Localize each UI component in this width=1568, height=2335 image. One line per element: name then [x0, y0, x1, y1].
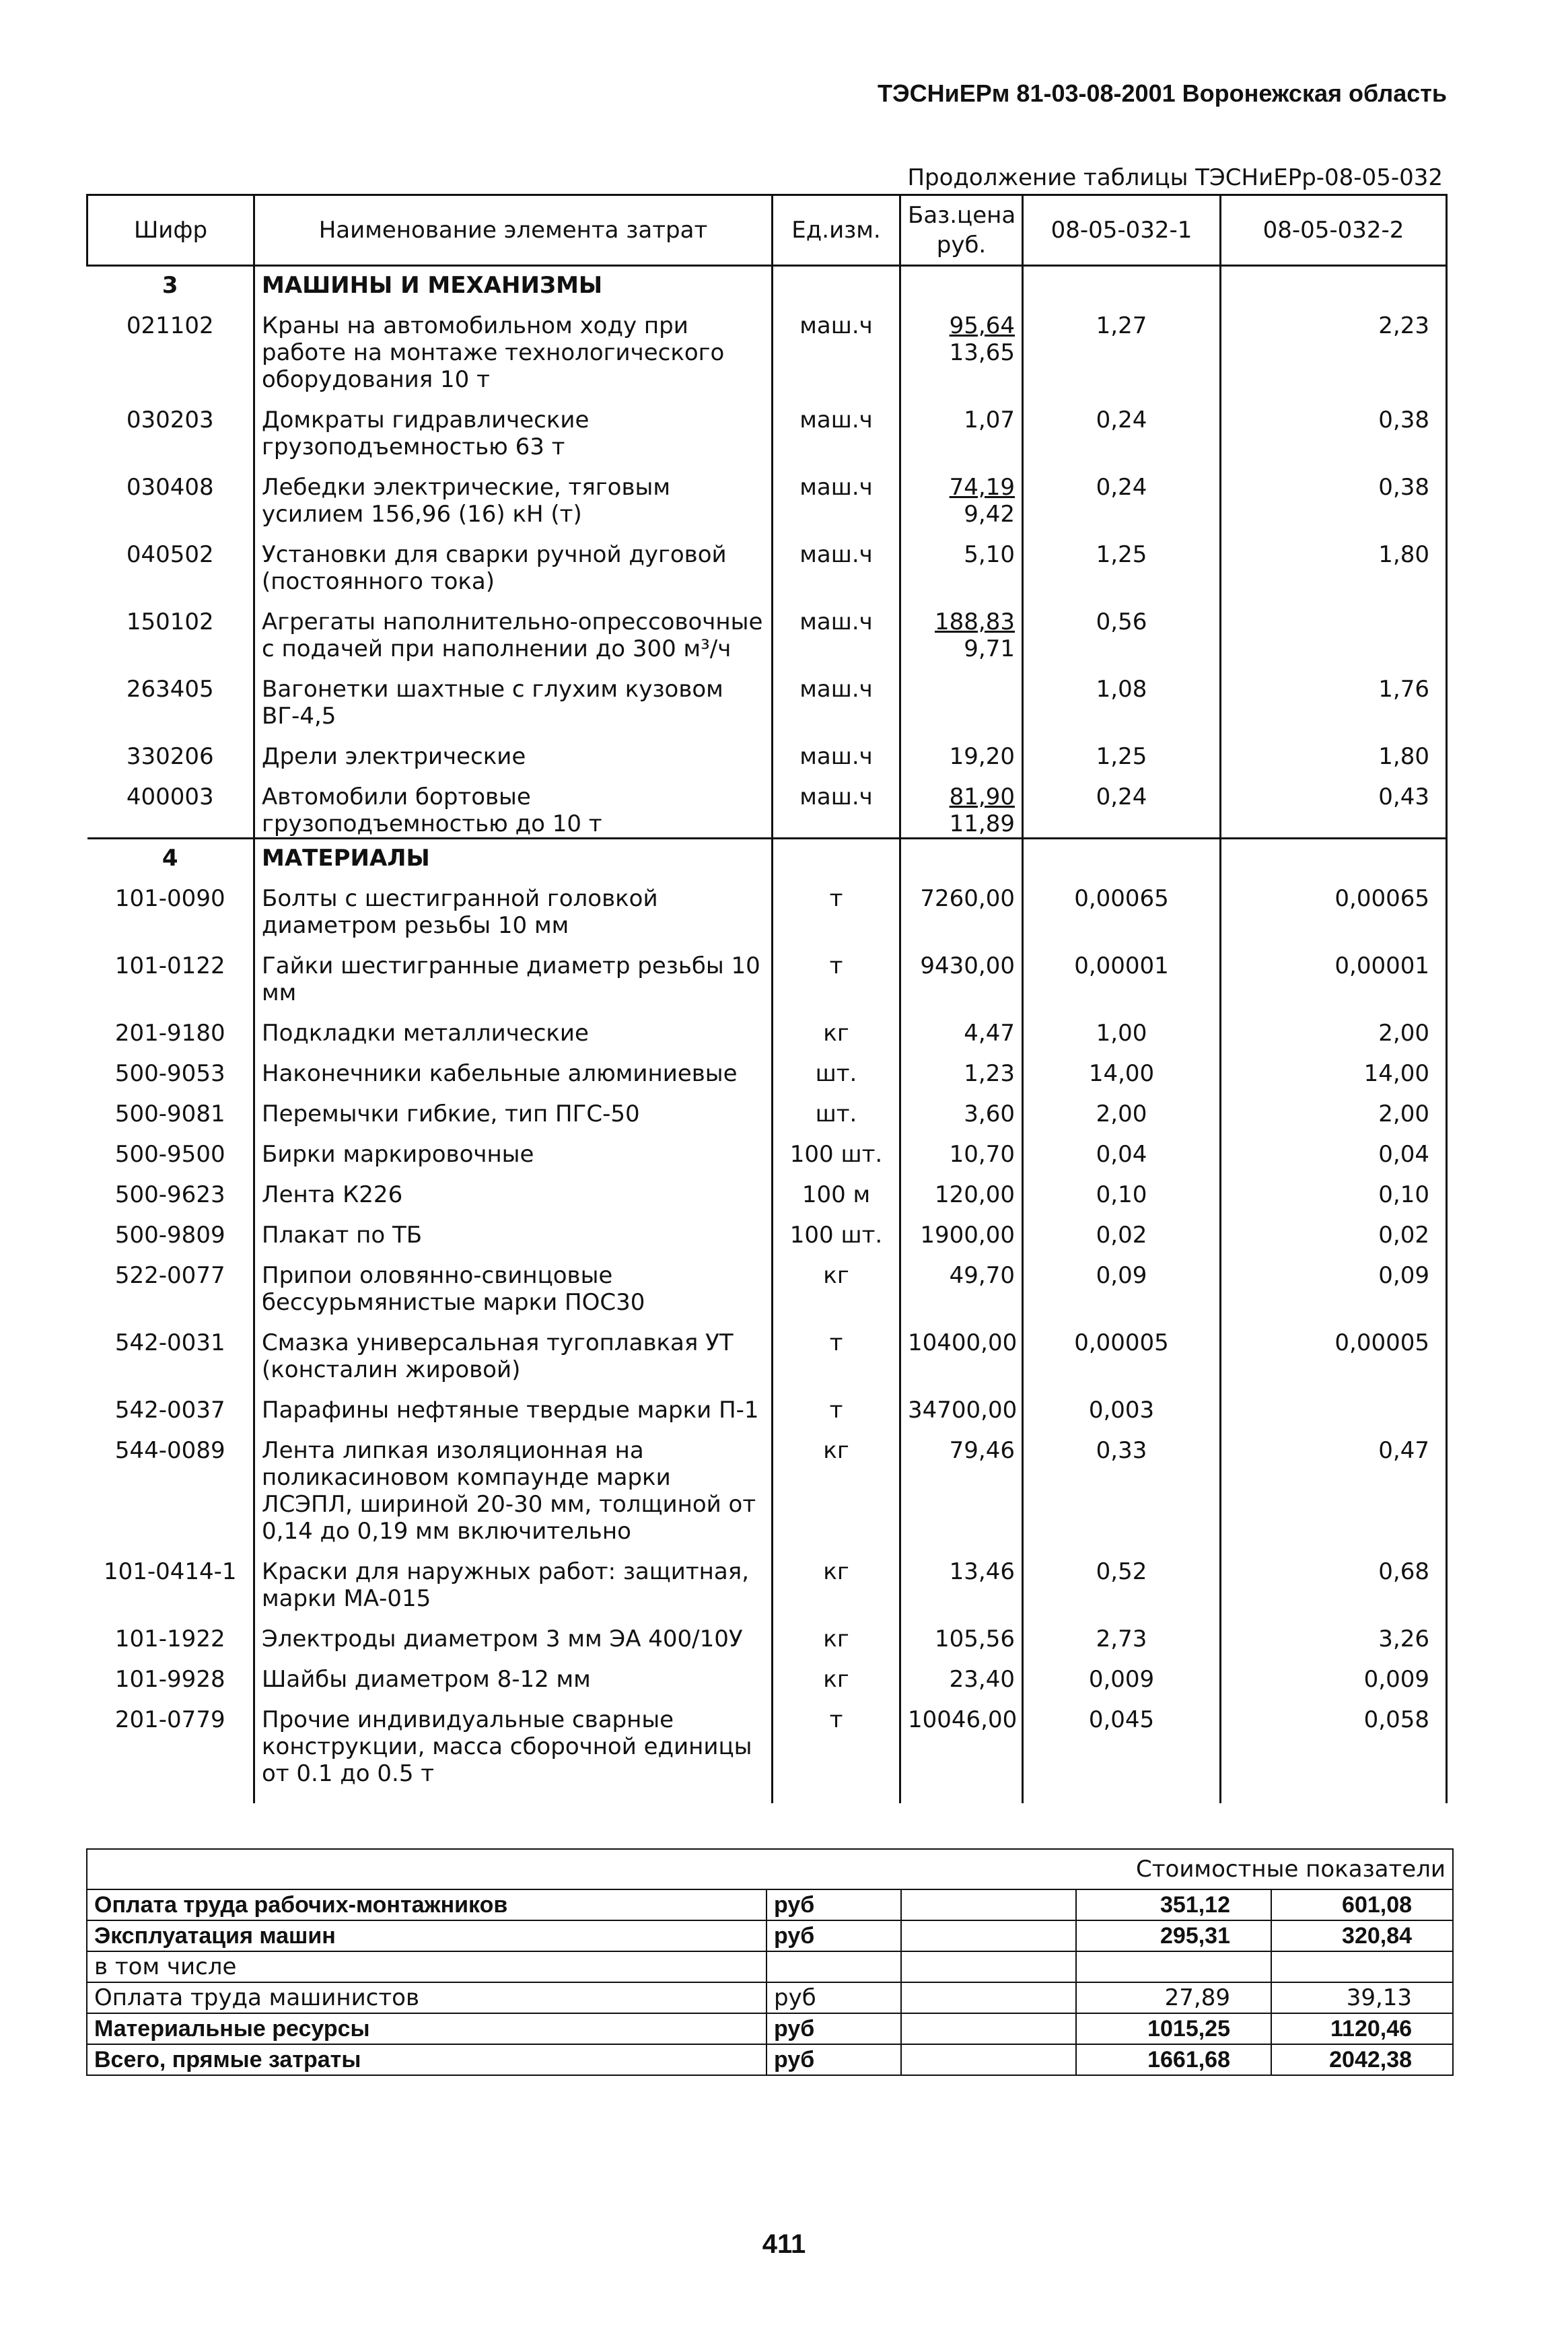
table-row [87, 1612, 1447, 1652]
variant-2-value: 0,02 [1221, 1208, 1447, 1249]
base-price: 1,07 [964, 407, 1015, 433]
summary-variant-2: 2042,38 [1271, 2044, 1453, 2075]
variant-2-value: 0,00005 [1221, 1316, 1447, 1383]
resource-unit: кг [773, 1652, 900, 1693]
base-price-cell [900, 1249, 1023, 1316]
summary-variant-1: 295,31 [1076, 1920, 1271, 1951]
base-price: 7260,00 [920, 885, 1015, 912]
resource-name: Бирки маркировочные [254, 1127, 773, 1168]
summary-label: Материальные ресурсы [87, 2013, 767, 2044]
resource-unit: шт. [773, 1047, 900, 1087]
resource-name: Лента липкая изоляционная на поликасиновом компаунде марки ЛСЭПЛ, шириной 20-30 мм, толщиной от 0,14 до 0,19 мм включительно [254, 1424, 773, 1545]
summary-variant-2: 1120,46 [1271, 2013, 1453, 2044]
variant-2-value: 0,38 [1221, 460, 1447, 528]
base-price: 1900,00 [920, 1222, 1015, 1249]
variant-1-value: 0,00005 [1023, 1316, 1221, 1383]
variant-1-value: 0,003 [1023, 1383, 1221, 1424]
variant-2-value: 2,00 [1221, 1087, 1447, 1127]
section-row [87, 839, 1447, 872]
resource-code: 101-1922 [87, 1612, 254, 1652]
base-price-cell [900, 1208, 1023, 1249]
resource-code: 500-9081 [87, 1087, 254, 1127]
base-price-cell [900, 1316, 1023, 1383]
summary-variant-1: 1661,68 [1076, 2044, 1271, 2075]
summary-variant-1: 27,89 [1076, 1982, 1271, 2013]
resource-name: Плакат по ТБ [254, 1208, 773, 1249]
empty-cell [901, 1982, 1076, 2013]
resource-unit: кг [773, 1612, 900, 1652]
base-price: 13,46 [949, 1558, 1015, 1585]
empty-cell [901, 1920, 1076, 1951]
resource-name: Наконечники кабельные алюминиевые [254, 1047, 773, 1087]
empty-cell [901, 2044, 1076, 2075]
column-header-price: Баз.цена руб. [900, 195, 1023, 266]
resource-code: 101-9928 [87, 1652, 254, 1693]
resource-code: 040502 [87, 528, 254, 595]
variant-1-value: 0,33 [1023, 1424, 1221, 1545]
base-price: 79,46 [949, 1437, 1015, 1464]
empty-cell [1221, 266, 1447, 300]
summary-row [87, 2044, 1453, 2075]
empty-cell [901, 1951, 1076, 1982]
summary-label: в том числе [87, 1951, 767, 1982]
base-price: 19,20 [949, 743, 1015, 770]
variant-2-value: 1,76 [1221, 662, 1447, 730]
base-price: 4,47 [964, 1020, 1015, 1047]
summary-label: Эксплуатация машин [87, 1920, 767, 1951]
base-price: 3,60 [964, 1101, 1015, 1127]
resource-code: 021102 [87, 299, 254, 393]
summary-variant-2: 39,13 [1271, 1982, 1453, 2013]
summary-unit [767, 1951, 901, 1982]
variant-1-value: 0,009 [1023, 1652, 1221, 1693]
summary-variant-2: 601,08 [1271, 1889, 1453, 1920]
resource-name: Домкраты гидравлические грузоподъемностью 63 т [254, 393, 773, 460]
base-price: 9430,00 [920, 952, 1015, 979]
table-row [87, 1006, 1447, 1047]
resource-name: Перемычки гибкие, тип ПГС-50 [254, 1087, 773, 1127]
variant-1-value: 1,25 [1023, 730, 1221, 770]
variant-2-value: 0,43 [1221, 770, 1447, 839]
resources-table [86, 194, 1448, 1803]
resource-name: Смазка универсальная тугоплавкая УТ (консталин жировой) [254, 1316, 773, 1383]
variant-1-value: 0,56 [1023, 595, 1221, 662]
summary-variant-2 [1271, 1951, 1453, 1982]
resource-unit: т [773, 872, 900, 939]
summary-label: Оплата труда машинистов [87, 1982, 767, 2013]
resource-unit: кг [773, 1006, 900, 1047]
variant-2-value [1221, 595, 1447, 662]
resource-name: Подкладки металлические [254, 1006, 773, 1047]
variant-1-value: 0,10 [1023, 1168, 1221, 1208]
table-row [87, 299, 1447, 393]
table-row [87, 872, 1447, 939]
summary-row [87, 1982, 1453, 2013]
resource-code: 500-9809 [87, 1208, 254, 1249]
table-row [87, 1652, 1447, 1693]
resource-unit: 100 шт. [773, 1127, 900, 1168]
resource-code: 500-9500 [87, 1127, 254, 1168]
variant-1-value: 1,08 [1023, 662, 1221, 730]
base-price-cell [900, 1545, 1023, 1612]
base-price-cell [900, 393, 1023, 460]
variant-2-value: 0,10 [1221, 1168, 1447, 1208]
table-row [87, 1424, 1447, 1545]
column-header-variant-1: 08-05-032-1 [1023, 195, 1221, 266]
base-price-cell [900, 1168, 1023, 1208]
variant-2-value: 2,23 [1221, 299, 1447, 393]
base-price-cell [900, 595, 1023, 662]
cost-summary-table [86, 1848, 1454, 2076]
variant-1-value: 1,00 [1023, 1006, 1221, 1047]
base-price: 188,83 [935, 608, 1015, 635]
section-number: 4 [87, 839, 254, 872]
variant-2-value: 0,09 [1221, 1249, 1447, 1316]
empty-cell [900, 839, 1023, 872]
resource-name: Лента К226 [254, 1168, 773, 1208]
empty-cell [1221, 839, 1447, 872]
variant-2-value: 0,47 [1221, 1424, 1447, 1545]
column-header-unit: Ед.изм. [773, 195, 900, 266]
table-row [87, 528, 1447, 595]
table-row [87, 1127, 1447, 1168]
table-row [87, 662, 1447, 730]
empty-cell [1023, 266, 1221, 300]
base-price-cell [900, 730, 1023, 770]
resource-code: 101-0090 [87, 872, 254, 939]
page-number: 411 [762, 2229, 806, 2259]
summary-caption: Стоимостные показатели [87, 1849, 1453, 1889]
section-title: МАТЕРИАЛЫ [254, 839, 773, 872]
base-price: 10046,00 [908, 1706, 1018, 1733]
summary-variant-1: 1015,25 [1076, 2013, 1271, 2044]
resource-code: 500-9623 [87, 1168, 254, 1208]
base-price-cell [900, 1652, 1023, 1693]
table-row [87, 393, 1447, 460]
summary-label: Оплата труда рабочих-монтажников [87, 1889, 767, 1920]
base-price-cell [900, 460, 1023, 528]
table-row [87, 595, 1447, 662]
variant-2-value: 0,009 [1221, 1652, 1447, 1693]
variant-2-value: 1,80 [1221, 730, 1447, 770]
base-price: 105,56 [935, 1626, 1015, 1652]
empty-cell [773, 266, 900, 300]
base-price: 1,23 [964, 1060, 1015, 1087]
variant-1-value: 2,00 [1023, 1087, 1221, 1127]
table-row [87, 1545, 1447, 1612]
resource-code: 030408 [87, 460, 254, 528]
column-header-name: Наименование элемента затрат [254, 195, 773, 266]
resource-name: Дрели электрические [254, 730, 773, 770]
variant-1-value: 0,09 [1023, 1249, 1221, 1316]
base-price-labor: 13,65 [949, 339, 1015, 366]
section-row [87, 266, 1447, 300]
base-price-cell [900, 299, 1023, 393]
base-price: 10,70 [949, 1141, 1015, 1168]
base-price-cell [900, 1047, 1023, 1087]
table-row [87, 770, 1447, 839]
empty-cell [900, 266, 1023, 300]
base-price: 23,40 [949, 1666, 1015, 1693]
section-title: МАШИНЫ И МЕХАНИЗМЫ [254, 266, 773, 300]
resource-name: Установки для сварки ручной дуговой (постоянного тока) [254, 528, 773, 595]
resource-code: 522-0077 [87, 1249, 254, 1316]
resource-code: 201-9180 [87, 1006, 254, 1047]
base-price: 49,70 [949, 1262, 1015, 1289]
summary-unit: руб [767, 2013, 901, 2044]
variant-2-value: 3,26 [1221, 1612, 1447, 1652]
summary-unit: руб [767, 2044, 901, 2075]
resource-code: 542-0037 [87, 1383, 254, 1424]
resource-name: Припои оловянно-свинцовые бессурьмянистые марки ПОС30 [254, 1249, 773, 1316]
variant-1-value: 0,00065 [1023, 872, 1221, 939]
variant-1-value: 2,73 [1023, 1612, 1221, 1652]
empty-cell [773, 839, 900, 872]
resource-name: Парафины нефтяные твердые марки П-1 [254, 1383, 773, 1424]
resource-unit: маш.ч [773, 460, 900, 528]
table-row [87, 1383, 1447, 1424]
resource-name: Краны на автомобильном ходу при работе на монтаже технологического оборудования 10 т [254, 299, 773, 393]
resource-name: Гайки шестигранные диаметр резьбы 10 мм [254, 939, 773, 1006]
resource-name: Шайбы диаметром 8-12 мм [254, 1652, 773, 1693]
resource-name: Автомобили бортовые грузоподъемностью до 10 т [254, 770, 773, 839]
variant-1-value: 1,27 [1023, 299, 1221, 393]
resource-name: Прочие индивидуальные сварные конструкции, масса сборочной единицы от 0.1 до 0.5 т [254, 1693, 773, 1803]
variant-1-value: 0,52 [1023, 1545, 1221, 1612]
summary-variant-1: 351,12 [1076, 1889, 1271, 1920]
variant-2-value: 0,68 [1221, 1545, 1447, 1612]
table-row [87, 730, 1447, 770]
resource-name: Лебедки электрические, тяговым усилием 156,96 (16) кН (т) [254, 460, 773, 528]
summary-variant-2: 320,84 [1271, 1920, 1453, 1951]
variant-1-value: 0,24 [1023, 770, 1221, 839]
base-price: 34700,00 [908, 1397, 1018, 1424]
variant-1-value: 0,045 [1023, 1693, 1221, 1803]
resource-name: Вагонетки шахтные с глухим кузовом ВГ-4,5 [254, 662, 773, 730]
variant-2-value [1221, 1383, 1447, 1424]
base-price: 5,10 [964, 541, 1015, 568]
table-row [87, 1316, 1447, 1383]
variant-1-value: 0,04 [1023, 1127, 1221, 1168]
base-price-cell [900, 939, 1023, 1006]
resource-unit: кг [773, 1545, 900, 1612]
base-price-cell [900, 1383, 1023, 1424]
summary-unit: руб [767, 1889, 901, 1920]
resource-unit: маш.ч [773, 528, 900, 595]
base-price-cell [900, 528, 1023, 595]
resource-code: 030203 [87, 393, 254, 460]
summary-row [87, 1920, 1453, 1951]
resource-name: Электроды диаметром 3 мм ЭА 400/10У [254, 1612, 773, 1652]
variant-2-value: 0,04 [1221, 1127, 1447, 1168]
base-price-cell [900, 1006, 1023, 1047]
resource-code: 542-0031 [87, 1316, 254, 1383]
resource-unit: маш.ч [773, 770, 900, 839]
empty-cell [901, 1889, 1076, 1920]
base-price: 74,19 [949, 474, 1015, 501]
resource-code: 201-0779 [87, 1693, 254, 1803]
column-header-code: Шифр [87, 195, 254, 266]
summary-row [87, 1889, 1453, 1920]
table-continuation-caption: Продолжение таблицы ТЭСНиЕРр-08-05-032 [907, 164, 1443, 191]
summary-row [87, 1951, 1453, 1982]
resource-unit: кг [773, 1249, 900, 1316]
table-header-row [87, 195, 1447, 266]
summary-row [87, 2013, 1453, 2044]
summary-label: Всего, прямые затраты [87, 2044, 767, 2075]
base-price: 81,90 [949, 783, 1015, 810]
base-price-cell [900, 1693, 1023, 1803]
resource-unit: маш.ч [773, 393, 900, 460]
resource-unit: 100 шт. [773, 1208, 900, 1249]
table-row [87, 939, 1447, 1006]
resource-code: 400003 [87, 770, 254, 839]
table-row [87, 1087, 1447, 1127]
resource-unit: маш.ч [773, 730, 900, 770]
base-price: 10400,00 [908, 1329, 1018, 1356]
variant-2-value: 14,00 [1221, 1047, 1447, 1087]
variant-2-value: 0,00065 [1221, 872, 1447, 939]
resource-code: 263405 [87, 662, 254, 730]
summary-unit: руб [767, 1920, 901, 1951]
resource-code: 101-0122 [87, 939, 254, 1006]
resource-unit: шт. [773, 1087, 900, 1127]
resource-unit: т [773, 1316, 900, 1383]
resource-unit: т [773, 1693, 900, 1803]
variant-1-value: 0,24 [1023, 393, 1221, 460]
variant-2-value: 1,80 [1221, 528, 1447, 595]
base-price-cell [900, 1424, 1023, 1545]
resource-code: 544-0089 [87, 1424, 254, 1545]
section-number: 3 [87, 266, 254, 300]
table-row [87, 1208, 1447, 1249]
document-header: ТЭСНиЕРм 81-03-08-2001 Воронежская область [878, 79, 1447, 107]
resource-unit: маш.ч [773, 299, 900, 393]
table-row [87, 1168, 1447, 1208]
variant-1-value: 0,02 [1023, 1208, 1221, 1249]
variant-1-value: 0,00001 [1023, 939, 1221, 1006]
summary-unit: руб [767, 1982, 901, 2013]
resource-code: 150102 [87, 595, 254, 662]
table-row [87, 1047, 1447, 1087]
base-price-cell [900, 770, 1023, 839]
table-row [87, 1249, 1447, 1316]
variant-1-value: 1,25 [1023, 528, 1221, 595]
resource-unit: кг [773, 1424, 900, 1545]
resource-code: 330206 [87, 730, 254, 770]
base-price-cell [900, 662, 1023, 730]
variant-2-value: 0,00001 [1221, 939, 1447, 1006]
resource-code: 101-0414-1 [87, 1545, 254, 1612]
empty-cell [901, 2013, 1076, 2044]
table-row [87, 460, 1447, 528]
resource-unit: 100 м [773, 1168, 900, 1208]
summary-variant-1 [1076, 1951, 1271, 1982]
base-price-labor: 9,42 [964, 501, 1015, 528]
column-header-variant-2: 08-05-032-2 [1221, 195, 1447, 266]
variant-1-value: 0,24 [1023, 460, 1221, 528]
summary-body [87, 1849, 1453, 2075]
resource-name: Краски для наружных работ: защитная, марки МА-015 [254, 1545, 773, 1612]
base-price: 95,64 [949, 312, 1015, 339]
empty-cell [1023, 839, 1221, 872]
base-price-cell [900, 1612, 1023, 1652]
table-body [87, 266, 1447, 1804]
variant-2-value: 0,058 [1221, 1693, 1447, 1803]
summary-caption-row [87, 1849, 1453, 1889]
resource-code: 500-9053 [87, 1047, 254, 1087]
resource-unit: т [773, 939, 900, 1006]
variant-2-value: 2,00 [1221, 1006, 1447, 1047]
base-price-cell [900, 1087, 1023, 1127]
base-price-cell [900, 872, 1023, 939]
resource-name: Агрегаты наполнительно-опрессовочные с подачей при наполнении до 300 м³/ч [254, 595, 773, 662]
base-price: 120,00 [935, 1181, 1015, 1208]
resource-name: Болты с шестигранной головкой диаметром резьбы 10 мм [254, 872, 773, 939]
resource-unit: маш.ч [773, 662, 900, 730]
table-row [87, 1693, 1447, 1803]
base-price-labor: 9,71 [964, 635, 1015, 662]
variant-1-value: 14,00 [1023, 1047, 1221, 1087]
base-price-cell [900, 1127, 1023, 1168]
variant-2-value: 0,38 [1221, 393, 1447, 460]
resource-unit: т [773, 1383, 900, 1424]
resource-unit: маш.ч [773, 595, 900, 662]
base-price-labor: 11,89 [949, 810, 1015, 837]
